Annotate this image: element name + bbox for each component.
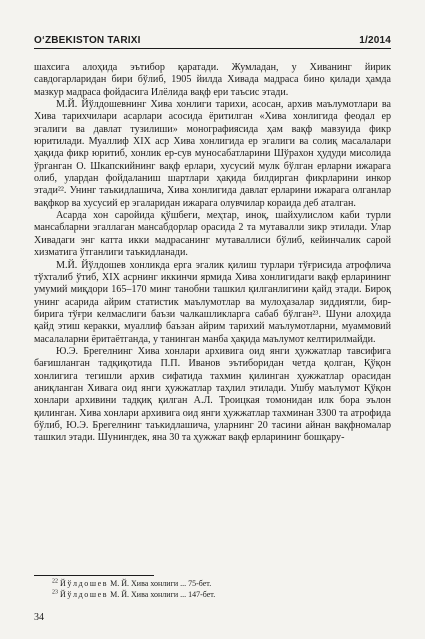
footnote-number: 22 [52, 578, 58, 585]
footnote-number: 23 [52, 588, 58, 595]
page-number: 34 [34, 612, 44, 623]
article-body [34, 62, 391, 445]
paragraph: М.Й. Йўлдошевнинг Хива хонлиги тарихи, асосан, архив маълумотлари ва Хива тарихчилари асарлари асосида ёритилган «Хива хонлигида феодал ер эгалиги ва давлат тузилиши» монографиясида ҳам вақф мавзуида фикр юритилади. Муаллиф XIX аср Хива хонлигида ер эгалиги ва солиқ масалалари ҳақида фикр юритиб, хонлик ер-сув муносабатларини Шўрахон ҳудуди мисолида ўрганган О. Шкапскийнинг вақф ерлари, хусусий мулк бўлган ерларни ижарага олиб, улардан фойдаланиш шартлари ҳақида билдирган фикрларини инкор этади²². Унинг таъкидлашича, Хива хонлигида давлат ерларини ижарага олганлар вақфкор ва хусусий ер эгаларидан ижарага олувчилар кораида деб аталган. [34, 99, 391, 209]
footnote-text: М. Й. Хива хонлиги ... 147-бет. [110, 589, 216, 599]
footnote-author: Йўлдошев [60, 579, 109, 588]
issue-number: 1/2014 [359, 35, 391, 46]
running-header [34, 30, 391, 49]
paragraph: Ю.Э. Брегелнинг Хива хонлари архивига оид янги ҳужжатлар тавсифига бағишланган тадқиқотида П.П. Иванов эътиборидан четда қолган, Қўқон хонлигига тегишли архив сифатида тахмин қилинган ҳужжатлар орасидан аниқланган Хивага оид янги ҳужжатлар таҳлил этилади. Ушбу маълумот Қўқон хонлари архивини тадқиқ қилган А.Л. Троицкая томонидан илк бора эълон қилинган. Хива хонлари архивига оид янги ҳужжатлар тахминан 3300 та атрофида бўлиб, Ю.Э. Брегелнинг таъкидлашича, уларнинг 20 тасини айнан вақфномалар ташкил этади. Шунингдек, яна 30 та ҳужжат вақф ерларининг бошқару- [34, 345, 391, 444]
footnotes [34, 575, 391, 600]
paragraph: М.Й. Йўлдошев хонликда ерга эгалик қилиш турлари тўғрисида атрофлича тўхталиб ўтиб, XIX асрнинг иккинчи ярмида Хива хонлигидаги вақф ерларининг умумий миқдори 165–170 минг танобни ташкил қилганлигини қайд этади. Бироқ унинг асарида айрим статистик маълумотлар ва мулоҳазалар зиддиятли, бир-бирига тўғри келмаслиги баъзи чалкашликларга сабаб бўлган²³. Шуни алоҳида қайд этиш керакки, муаллиф баъзан айрим тарихий маълумотларни, муаммовий масалаларни ёритаётганда, у танинган манба ҳақида маълумот келтирилмайди. [34, 259, 391, 345]
footnote [34, 590, 391, 601]
footnote-text: М. Й. Хива хонлиги ... 75-бет. [110, 579, 212, 588]
footnote-author: Йўлдошев [60, 589, 109, 599]
journal-title: O‘ZBEKISTON TARIXI [34, 35, 141, 46]
footnote-divider [34, 575, 154, 576]
paragraph: шахсига алоҳида эътибор қаратади. Жумладан, у Хиванинг йирик савдогарларидан бири бўлиб, 1905 йилда Хивада мадраса бино қилади ҳамда мазкур мадраса фойдасига Илёлида вақф ери таъсис этади. [34, 62, 391, 98]
paragraph: Асарда хон саройида қўшбеги, меҳтар, иноқ, шайхулислом каби турли мансабларни эгаллаган мансабдорлар орасида 2 та мутавалли зикр этилади. Улар Хивадаги энг катта икки мадрасанинг мутаваллиси бўлиб, кейинчалик сарой хизматига ўтганлиги таъкидланади. [34, 210, 391, 259]
footnote [34, 579, 391, 590]
